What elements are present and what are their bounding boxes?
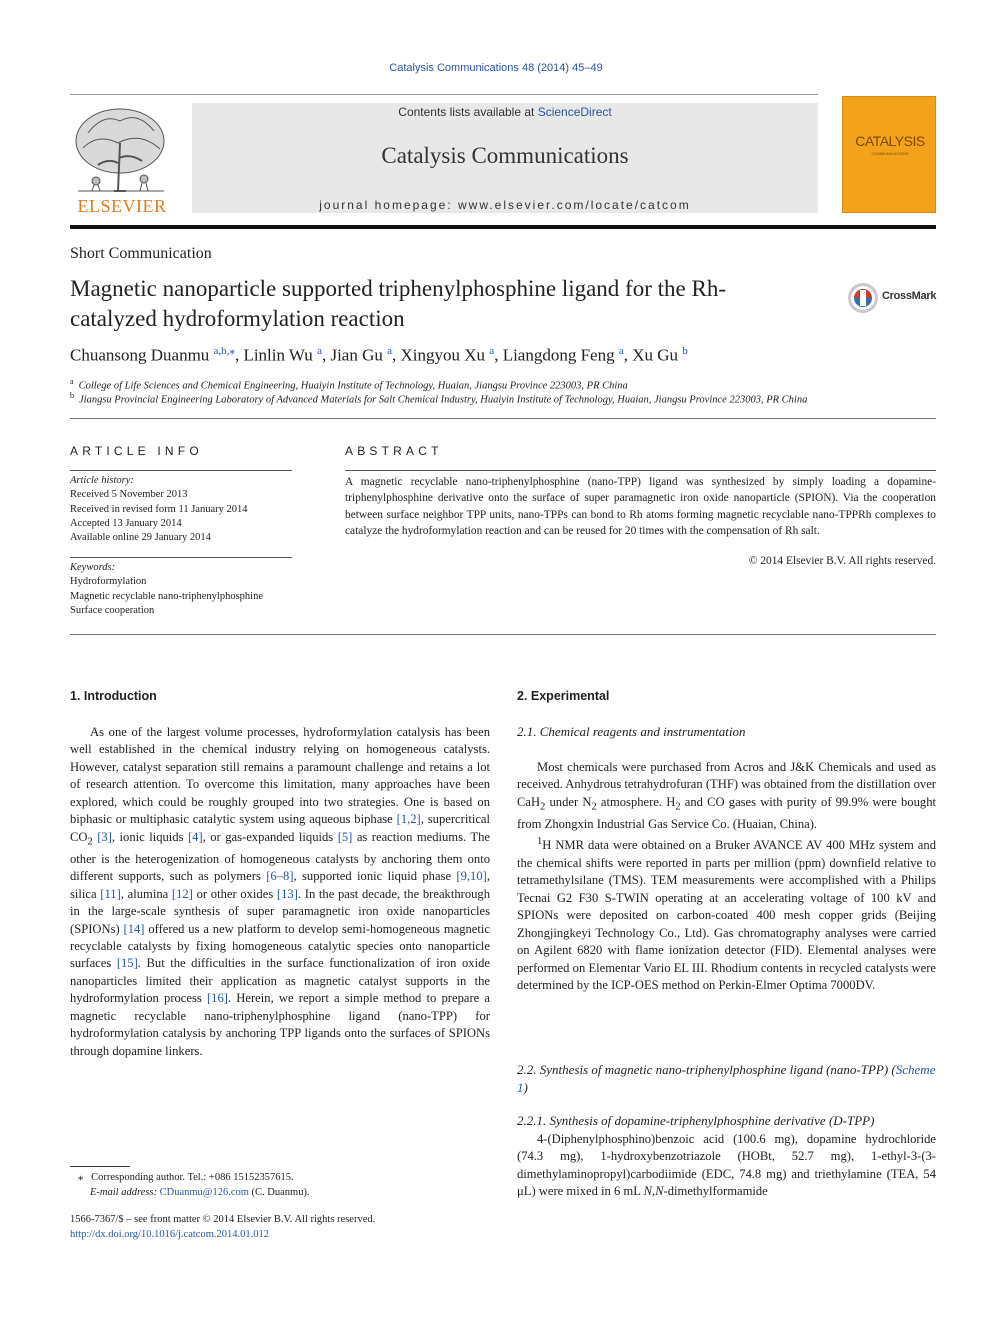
issn-line: 1566-7367/$ – see front matter © 2014 Elsevier B.V. All rights reserved. xyxy=(70,1214,376,1225)
reference-link[interactable]: [12] xyxy=(171,886,193,901)
article-history xyxy=(70,474,295,545)
divider xyxy=(70,418,936,419)
reference-link[interactable]: [9,10] xyxy=(456,869,487,884)
paragraph: As one of the largest volume processes, hydroformylation catalysis has been well established in the chemical industry relying on homogeneous catalysts. However, catalyst separation still remains a paramount challenge and retains a lot of research attention. To overcome this limitation, many approaches have been explored, which could be roughly grouped into two strategies. One is based on biphasic or multiphasic catalytic system using aqueous biphase [1,2], supercritical $CO_2$ [3], ionic liquids [4], or gas-expanded liquids [5] as reaction mediums. The other is the heterogenization of homogeneous catalysts by anchoring them onto different supports, such as polymers [6–8], supported ionic liquid phase [9,10], silica [11], alumina [12] or other oxides [13]. In the past decade, the breakthrough in the large-scale synthesis of super paramagnetic iron oxide nanoparticles (SPIONs) [14] offered us a new platform to develop semi-homogeneous magnetic recyclable catalysts by fixing homogeneous catalytic species onto nanoparticle surfaces [15]. But the difficulties in the surface functionalization of iron oxide nanoparticles limited their application as magnetic catalyst supports in the hydroformylation process [16]. Herein, we report a simple method to prepare a magnetic recyclable nano-triphenylphosphine ligand (nano-TPP) for hydroformylation catalysis by anchoring TPP ligands onto the surfaces of SPIONs through dopamine linkers. xyxy=(70,725,491,1058)
section-heading-experimental: 2. Experimental xyxy=(517,689,610,703)
copyright: © 2014 Elsevier B.V. All rights reserved. xyxy=(748,555,936,567)
author-name[interactable]: Jian Gu xyxy=(330,345,383,365)
corresponding-author: Corresponding author. Tel.: +086 15152357615. xyxy=(91,1172,294,1183)
affiliation-mark: a xyxy=(70,377,74,386)
reference-link[interactable]: [15] xyxy=(116,956,138,971)
affiliation-b xyxy=(70,391,807,406)
reference-link[interactable]: [4] xyxy=(187,829,203,844)
reference-link[interactable]: [6–8] xyxy=(266,869,294,884)
author-name[interactable]: Liangdong Feng xyxy=(502,345,615,365)
received-date: Received 5 November 2013 xyxy=(70,489,188,501)
divider xyxy=(345,470,936,471)
author-name[interactable]: Linlin Wu xyxy=(243,345,313,365)
section-heading-introduction: 1. Introduction xyxy=(70,689,157,703)
author-name[interactable]: Xingyou Xu xyxy=(400,345,486,365)
reference-link[interactable]: [13] xyxy=(276,886,298,901)
reference-link[interactable]: [5] xyxy=(337,829,353,844)
journal-reference-link[interactable]: Catalysis Communications 48 (2014) 45–49 xyxy=(389,62,603,74)
header-thick-rule xyxy=(70,225,936,229)
email-suffix: (C. Duanmu). xyxy=(248,1187,310,1199)
affiliation-text: College of Life Sciences and Chemical Engineering, Huaiyin Institute of Technology, Huaian, Jiangsu Province 223003, PR China xyxy=(78,380,628,392)
abstract-text: A magnetic recyclable nano-triphenylphosphine (nano-TPP) ligand was synthesized by simply loading a dopamine-triphenylphosphine derivative onto the surface of super paramagnetic iron oxide nanoparticle (SPION). Via the cooperation between surface neighbor TPP units, nano-TPPs can bond to Rh atoms forming magnetic recyclable nano-TPPRh complexes to catalyze the hydroformylation reaction and can be reused for 20 times with the compensation of Rh salt. xyxy=(345,476,936,537)
sciencedirect-link[interactable]: ScienceDirect xyxy=(537,105,612,119)
divider xyxy=(70,634,936,635)
scheme-link[interactable]: Scheme 1 xyxy=(517,1062,936,1095)
subsubsection-heading: 2.2.1. Synthesis of dopamine-triphenylphosphine derivative (D-TPP) xyxy=(517,1113,875,1128)
synthesis-body xyxy=(517,1131,936,1201)
author-affiliation-mark[interactable]: a xyxy=(618,345,624,357)
author-name[interactable]: Chuansong Duanmu xyxy=(70,345,210,365)
reference-link[interactable]: [11] xyxy=(100,886,121,901)
paper-title: Magnetic nanoparticle supported triphenylphosphine ligand for the Rh-catalyzed hydroformylation reaction xyxy=(70,276,726,331)
author-name[interactable]: Xu Gu xyxy=(632,345,679,365)
paragraph: Most chemicals were purchased from Acros and J&K Chemicals and used as received. Anhydrous tetrahydrofuran (THF) was obtained from the distillation over CaH$_2$ under $N_2$ atmosphere. $H_2$ and CO gases with purity of 99.9% were bought from Zhongxin Industrial Gas Service Co. (Huaian, China). xyxy=(517,760,936,831)
online-date: Available online 29 January 2014 xyxy=(70,532,211,544)
author-affiliation-mark[interactable]: b xyxy=(682,345,688,357)
footnote-rule xyxy=(70,1166,130,1167)
article-type: Short Communication xyxy=(70,245,212,262)
introduction-body xyxy=(70,724,490,1060)
affiliation-text: Jiangsu Provincial Engineering Laboratory of Advanced Materials for Salt Chemical Industry, Huaiyin Institute of Technology, Huaian, Jiangsu Province 223003, PR China xyxy=(79,394,808,406)
elsevier-wordmark: ELSEVIER xyxy=(77,196,167,216)
keyword: Magnetic recyclable nano-triphenylphosphine xyxy=(70,590,264,602)
author-affiliation-mark[interactable]: a xyxy=(317,345,322,357)
reference-link[interactable]: [16] xyxy=(206,991,228,1006)
corresponding-author-footnote xyxy=(70,1170,490,1201)
abstract-heading: ABSTRACT xyxy=(345,444,443,458)
paragraph: 4-(Diphenylphosphino)benzoic acid (100.6 mg), dopamine hydrochloride (74.3 mg), 1-hydroxybenzotriazole (HOBt, 52.7 mg), 1-ethyl-3-(3-dimethylaminopropyl)carbodiimide (EDC, 74.8 mg) and triethylamine (TEA, 54 μL) were mixed in 6 mL N,N-dimethylformamide xyxy=(517,1132,936,1199)
journal-homepage xyxy=(192,198,818,212)
divider xyxy=(70,557,292,558)
author-affiliation-mark[interactable]: a xyxy=(387,345,393,357)
experimental-body xyxy=(517,759,936,995)
crossmark-label[interactable]: CrossMark xyxy=(882,290,937,302)
contents-line xyxy=(192,105,818,119)
homepage-prefix: journal homepage: xyxy=(319,198,458,212)
author-affiliation-mark[interactable]: a,b,⁎ xyxy=(213,345,235,357)
doi-link[interactable]: http://dx.doi.org/10.1016/j.catcom.2014.01.012 xyxy=(70,1229,270,1240)
cover-title: CATALYSIS xyxy=(855,133,925,149)
email-link[interactable]: CDuanmu@126.com xyxy=(159,1187,249,1199)
journal-title: Catalysis Communications xyxy=(381,143,629,168)
paragraph: $^1$H NMR data were obtained on a Bruker AVANCE AV 400 MHz system and the chemical shifts were reported in parts per million (ppm) downfield relative to tetramethylsilane (TMS). TEM measurements were accomplished with a Philips Tecnai G2 F30 S-TWIN operating at an accelerating voltage of 100 kV and SPIONs were deposited on carbon-coated 400 mesh copper grids (Beijing Zhongjingkeyi Technology Co., Ltd). Gas chromatography analyses were carried on Agilent 6820 with flame ionization detector (FID). Elemental analyses were performed on Elementar Vario EL III. Rhodium contents in recycled catalysts were determined by the ICP-OES method on Perkin-Elmer Optima 7000DV. xyxy=(517,836,936,993)
author-affiliation-mark[interactable]: a xyxy=(489,345,495,357)
article-info-heading: ARTICLE INFO xyxy=(70,444,203,458)
history-label: Article history: xyxy=(70,475,134,486)
subsection-heading: 2.1. Chemical reagents and instrumentation xyxy=(517,724,746,739)
affiliation-a xyxy=(70,377,628,392)
contents-prefix: Contents lists available at xyxy=(398,105,538,119)
reference-link[interactable]: [3] xyxy=(97,829,112,844)
footnote-mark: ⁎ xyxy=(78,1172,84,1183)
accepted-date: Accepted 13 January 2014 xyxy=(70,517,182,529)
author-list: Chuansong Duanmu $^{a,b,⁎}$, Linlin Wu $^a$, Jian Gu $^a$, Xingyou Xu $^a$, Liangdong Feng $^a$, Xu Gu $^b$ xyxy=(70,345,688,365)
divider xyxy=(70,470,292,471)
revised-date: Received in revised form 11 January 2014 xyxy=(70,503,248,515)
header-divider xyxy=(70,94,818,95)
journal-cover-thumbnail[interactable] xyxy=(842,96,936,213)
keywords-label: Keywords: xyxy=(70,562,116,573)
email-label: E-mail address: xyxy=(90,1187,157,1199)
affiliation-mark: b xyxy=(70,391,74,400)
homepage-url-link[interactable]: www.elsevier.com/locate/catcom xyxy=(458,198,691,212)
cover-subtitle: COMMUNICATIONS xyxy=(871,151,909,156)
keywords xyxy=(70,561,295,618)
keyword: Surface cooperation xyxy=(70,604,155,616)
keyword: Hydroformylation xyxy=(70,576,147,588)
reference-link[interactable]: [1,2] xyxy=(396,812,421,827)
reference-link[interactable]: [14] xyxy=(123,921,145,936)
subsection-heading: 2.2. Synthesis of magnetic nano-triphenylphosphine ligand (nano-TPP) (Scheme 1) xyxy=(517,1062,936,1095)
